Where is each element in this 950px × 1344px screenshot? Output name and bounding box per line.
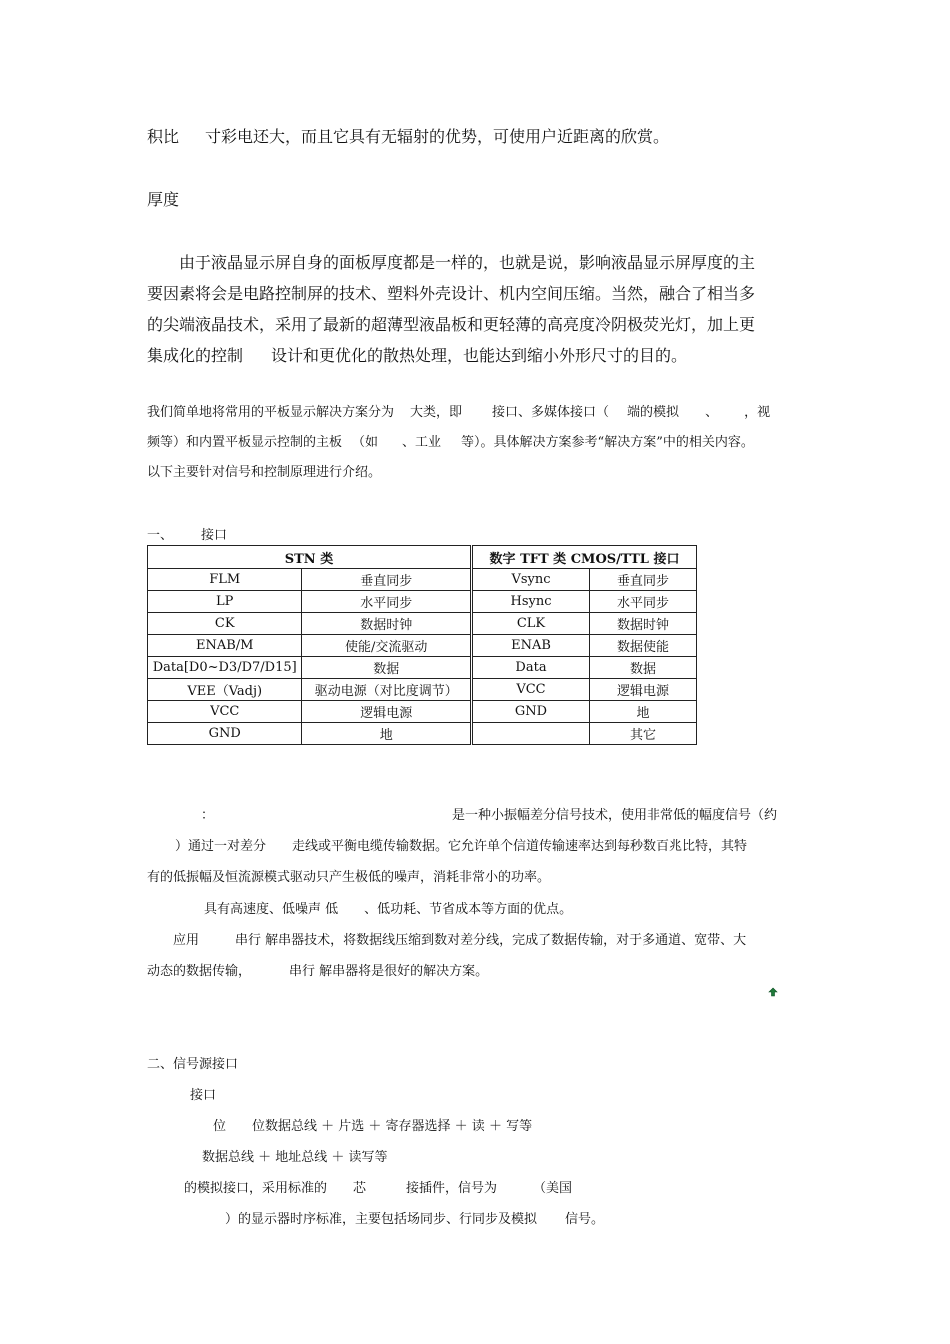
lvds-line-1: 是一种小振幅差分信号技术，使用非常低的幅度信号（约 (452, 808, 778, 823)
table-cell: 数据 (302, 657, 471, 679)
table-cell: VEE（Vadj) (148, 679, 302, 701)
table-cell: 数据使能 (590, 635, 697, 657)
table-row (148, 657, 697, 679)
table-cell: Data (473, 657, 590, 679)
section-1-number: 一、 (147, 528, 174, 543)
lvds-line-3: 有的低振幅及恒流源模式驱动只产生极低的噪声，消耗非常小的功率。 (147, 870, 551, 885)
lvds-line-5 (173, 929, 746, 948)
table-cell: 数据时钟 (590, 613, 697, 635)
p3-l1c: 接口、多媒体接口（ (492, 405, 610, 420)
section-2-l4a: 的模拟接口，采用标准的 (184, 1181, 328, 1196)
table-cell: 逻辑电源 (590, 679, 697, 701)
table-cell: 驱动电源（对比度调节） (302, 679, 471, 701)
table-cell (473, 723, 590, 745)
section-2-line-5 (225, 1208, 604, 1227)
table-cell: LP (148, 591, 302, 613)
lvds-l5b: 串行 解串器技术，将数据线压缩到数对差分线，完成了数据传输，对于多通道、宽带、大 (235, 933, 747, 948)
section-2-sub-1: 接口 (190, 1088, 217, 1103)
p3-l1a: 我们简单地将常用的平板显示解决方案分为 (147, 405, 395, 420)
table-cell: 地 (302, 723, 471, 745)
section-2-l4b: 芯 (353, 1181, 367, 1196)
table-cell: Data[D0~D3/D7/D15] (148, 657, 302, 679)
lvds-line-2 (175, 835, 747, 854)
lvds-l2a: ）通过一对差分 (175, 839, 267, 854)
lvds-l5a: 应用 (173, 933, 200, 948)
p3-l2b: （如 (352, 435, 379, 450)
p3-l2c: 、工业 (402, 435, 442, 450)
table-row (148, 591, 697, 613)
paragraph-1 (147, 124, 669, 147)
table-cell: ENAB (473, 635, 590, 657)
paragraph-2-line-4b: 设计和更优化的散热处理，也能达到缩小外形尺寸的目的。 (271, 346, 688, 365)
section-2-l4d: （美国 (533, 1181, 573, 1196)
table-cell: GND (473, 701, 590, 723)
section-2-l2a: 位 (213, 1119, 227, 1134)
lvds-l2b: 走线或平衡电缆传输数据。它允许单个信道传输速率达到每秒数百兆比特，其特 (292, 839, 748, 854)
paragraph-2-line-4a: 集成化的控制 (147, 346, 244, 365)
table-cell: Hsync (473, 591, 590, 613)
paragraph-2-line-4 (147, 343, 687, 366)
paragraph-1-part-a: 积比 (147, 127, 180, 146)
lvds-colon: ： (201, 808, 215, 823)
table-cell: Vsync (473, 569, 590, 591)
lvds-l4b: 、低功耗、节省成本等方面的优点。 (364, 902, 573, 917)
table-header-stn: STN 类 (148, 546, 471, 569)
table-cell: GND (148, 723, 302, 745)
table-cell: 数据时钟 (302, 613, 471, 635)
section-1-heading (147, 524, 227, 543)
table-cell: VCC (148, 701, 302, 723)
section-2-l5: ）的显示器时序标准，主要包括场同步、行同步及模拟 (225, 1212, 538, 1227)
paragraph-2-line-3: 的尖端液晶技术，采用了最新的超薄型液晶板和更轻薄的高亮度冷阴极荧光灯，加上更 (147, 315, 756, 334)
table-cell: 数据 (590, 657, 697, 679)
section-2-l4c: 接插件，信号为 (406, 1181, 498, 1196)
p3-l1d: 端的模拟 (627, 405, 680, 420)
section-2-line-3: 数据总线 ＋ 地址总线 ＋ 读写等 (202, 1150, 388, 1165)
section-2-line-4 (184, 1177, 572, 1196)
p3-l1b: 大类，即 (410, 405, 463, 420)
table-cell: 逻辑电源 (302, 701, 471, 723)
table-row (148, 613, 697, 635)
table-row (148, 679, 697, 701)
table-cell: 其它 (590, 723, 697, 745)
section-2-l5b: 信号。 (565, 1212, 605, 1227)
table-cell: ENAB/M (148, 635, 302, 657)
table-cell: 垂直同步 (590, 569, 697, 591)
lvds-line-6 (147, 960, 488, 979)
table-row (148, 635, 697, 657)
table-row (148, 723, 697, 745)
table-cell: CK (148, 613, 302, 635)
paragraph-1-part-b: 寸彩电还大，而且它具有无辐射的优势，可使用户近距离的欣赏。 (205, 127, 670, 146)
paragraph-2-line-2: 要因素将会是电路控制屏的技术、塑料外壳设计、机内空间压缩。当然，融合了相当多 (147, 284, 756, 303)
paragraph-3-line-2 (147, 431, 754, 450)
table-header-tft: 数字 TFT 类 CMOS/TTL 接口 (473, 546, 697, 569)
heading-thickness: 厚度 (147, 190, 180, 209)
section-2-heading: 二、信号源接口 (147, 1057, 239, 1072)
table-cell: 水平同步 (302, 591, 471, 613)
table-cell: FLM (148, 569, 302, 591)
table-cell: CLK (473, 613, 590, 635)
section-2-l2b: 位数据总线 ＋ 片选 ＋ 寄存器选择 ＋ 读 ＋ 写等 (252, 1119, 533, 1134)
table-cell: 地 (590, 701, 697, 723)
p3-l1e: 、 (705, 405, 719, 420)
interface-signal-table (147, 545, 697, 745)
lvds-l4a: 具有高速度、低噪声 低 (204, 902, 339, 917)
up-arrow-icon[interactable] (768, 987, 778, 997)
paragraph-3-line-3: 以下主要针对信号和控制原理进行介绍。 (147, 465, 382, 480)
table-header-row (148, 546, 697, 569)
table-row (148, 569, 697, 591)
p3-l2a: 频等）和内置平板显示控制的主板 (147, 435, 343, 450)
section-2-line-2 (213, 1115, 532, 1134)
table-cell: 水平同步 (590, 591, 697, 613)
paragraph-2-line-1: 由于液晶显示屏自身的面板厚度都是一样的，也就是说，影响液晶显示屏厚度的主 (179, 253, 756, 272)
lvds-l6a: 动态的数据传输， (147, 964, 252, 979)
table-cell: 垂直同步 (302, 569, 471, 591)
p3-l2d: 等）。具体解决方案参考“解决方案”中的相关内容。 (461, 435, 754, 450)
table-cell: VCC (473, 679, 590, 701)
lvds-line-4 (204, 898, 572, 917)
table-cell: 使能/交流驱动 (302, 635, 471, 657)
table-row (148, 701, 697, 723)
paragraph-3-line-1 (147, 401, 770, 420)
lvds-l6b: 串行 解串器将是很好的解决方案。 (289, 964, 489, 979)
section-1-title: 接口 (201, 528, 228, 543)
p3-l1f: ，视 (744, 405, 771, 420)
